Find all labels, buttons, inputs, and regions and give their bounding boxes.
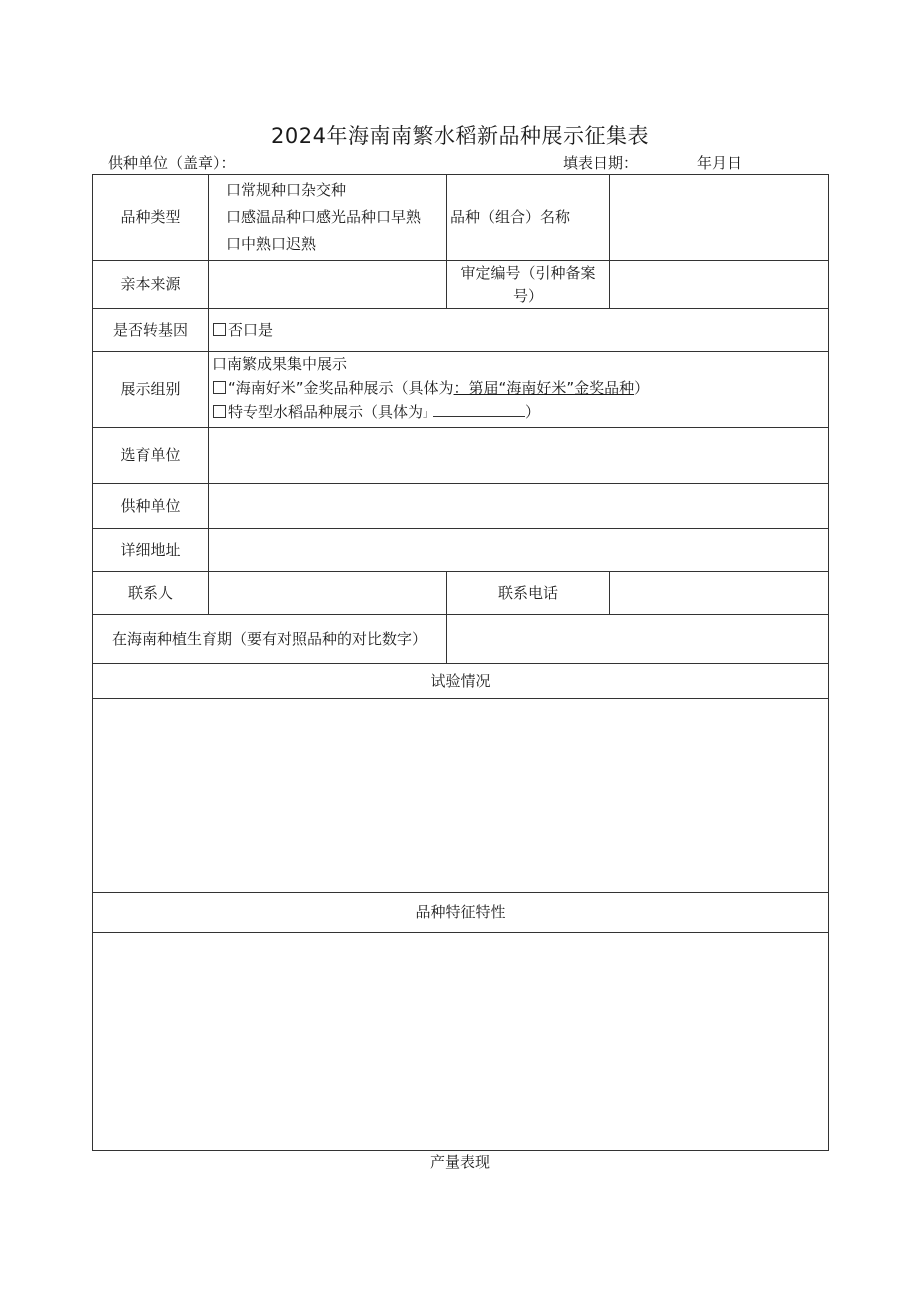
address-label: 详细地址 xyxy=(93,529,209,572)
phone-label: 联系电话 xyxy=(447,572,610,615)
address-field[interactable] xyxy=(209,529,829,572)
traits-field[interactable] xyxy=(93,933,829,1151)
variety-type-label: 品种类型 xyxy=(93,175,209,261)
parent-source-field[interactable] xyxy=(209,261,447,309)
transgenic-label: 是否转基因 xyxy=(93,309,209,352)
row-variety-type xyxy=(93,175,829,261)
supply-unit-field[interactable] xyxy=(209,484,829,529)
variety-type-option[interactable]: 口常规种口杂交种 xyxy=(226,181,347,199)
date-label: 填表日期： xyxy=(563,154,639,172)
transgenic-no: 否 xyxy=(228,320,244,339)
supply-unit-label: 供种单位 xyxy=(93,484,209,529)
phone-field[interactable] xyxy=(610,572,829,615)
trial-field[interactable] xyxy=(93,699,829,893)
contact-label: 联系人 xyxy=(93,572,209,615)
growth-period-field[interactable] xyxy=(447,615,829,664)
row-exhibition-group xyxy=(93,352,829,428)
row-growth-period xyxy=(93,615,829,664)
exhibition-option-3-blank[interactable] xyxy=(433,402,525,417)
parent-source-label: 亲本来源 xyxy=(93,261,209,309)
page-title: 2024年海南南繁水稻新品种展示征集表 xyxy=(271,124,649,148)
exhibition-group-label: 展示组别 xyxy=(93,352,209,428)
exhibition-option-3[interactable] xyxy=(212,400,825,427)
variety-type-options[interactable] xyxy=(209,175,447,261)
breeding-unit-field[interactable] xyxy=(209,428,829,484)
approval-number-field[interactable] xyxy=(610,261,829,309)
row-traits-content xyxy=(93,933,829,1151)
exhibition-option-2-text: “海南好米”金奖品种展示（具体为 xyxy=(228,379,454,397)
checkbox-icon[interactable] xyxy=(213,405,226,418)
growth-period-label: 在海南种植生育期（要有对照品种的对比数字） xyxy=(93,615,447,664)
exhibition-option-2-fill: ：第届“海南好米”金奖品种 xyxy=(453,379,635,397)
variety-type-option[interactable]: 口中熟口迟熟 xyxy=(226,235,317,253)
exhibition-option-2[interactable] xyxy=(212,376,825,400)
traits-label: 品种特征特性 xyxy=(93,893,829,933)
exhibition-option-3-mark: 」 xyxy=(423,409,434,420)
exhibition-group-options[interactable] xyxy=(209,352,829,428)
form-table xyxy=(92,174,829,1151)
trial-label: 试验情况 xyxy=(93,664,829,699)
exhibition-option-3-text: 特专型水稻品种展示（具体为 xyxy=(228,403,424,421)
approval-number-label: 审定编号（引种备案号） xyxy=(447,261,610,309)
row-trial-header xyxy=(93,664,829,699)
transgenic-options[interactable] xyxy=(209,309,829,352)
row-address xyxy=(93,529,829,572)
date-value: 年月日 xyxy=(697,154,743,172)
breeding-unit-label: 选育单位 xyxy=(93,428,209,484)
variety-type-option[interactable]: 口感温品种口感光品种口早熟 xyxy=(226,208,422,226)
variety-name-field[interactable] xyxy=(610,175,829,261)
variety-name-label: 品种（组合）名称 xyxy=(447,175,610,261)
checkbox-icon[interactable] xyxy=(213,381,226,394)
row-trial-content xyxy=(93,699,829,893)
row-supply-unit xyxy=(93,484,829,529)
supplier-label: 供种单位（盖章）： xyxy=(108,154,236,172)
row-breeding-unit xyxy=(93,428,829,484)
contact-field[interactable] xyxy=(209,572,447,615)
exhibition-option-1[interactable]: 口南繁成果集中展示 xyxy=(212,355,348,373)
row-parent-source xyxy=(93,261,829,309)
row-traits-header xyxy=(93,893,829,933)
yield-performance-label: 产量表现 xyxy=(429,1153,490,1171)
checkbox-icon[interactable] xyxy=(213,323,226,336)
exhibition-option-3-suffix: ） xyxy=(525,403,541,421)
row-contact xyxy=(93,572,829,615)
row-transgenic xyxy=(93,309,829,352)
exhibition-option-2-suffix: ） xyxy=(634,379,650,397)
transgenic-yes[interactable]: 口是 xyxy=(243,320,274,339)
